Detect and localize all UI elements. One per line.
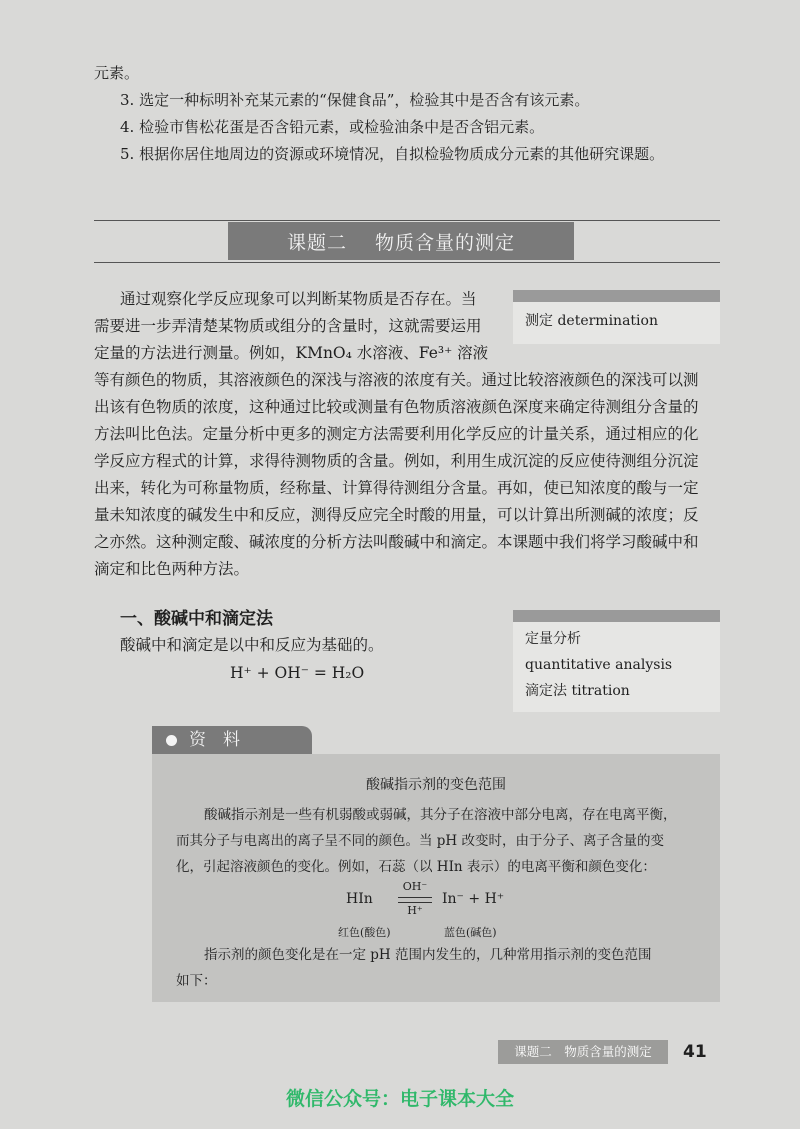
banner-part1: 课题二 — [286, 231, 347, 254]
banner-rule-bottom — [94, 262, 720, 263]
para1-line-5: 出该有色物质的浓度，这种通过比较或测量有色物质溶液颜色深度来确定待测组分含量的 — [94, 398, 699, 416]
label-acid-color: 红色(酸色) — [338, 926, 391, 939]
term-box-titration — [513, 610, 720, 712]
section-banner — [228, 222, 574, 260]
list-item-3: 3. 选定一种标明补充某元素的“保健食品”，检验其中是否含有该元素。 — [120, 91, 590, 109]
para1-line-4: 等有颜色的物质，其溶液颜色的深浅与溶液的浓度有关。通过比较溶液颜色的深浅可以测 — [94, 371, 699, 389]
eq-left: HIn — [346, 891, 373, 907]
list-item-4: 4. 检验市售松花蛋是否含铅元素，或检验油条中是否含铝元素。 — [120, 118, 545, 136]
info-panel — [152, 754, 720, 1002]
section-intro: 酸碱中和滴定是以中和反应为基础的。 — [120, 636, 384, 654]
term-box-determination — [513, 290, 720, 344]
banner-rule-top — [94, 220, 720, 221]
para1-line-8: 出来，转化为可称量物质，经称量、计算得待测组分含量。再如，使已知浓度的酸与一定 — [94, 479, 699, 497]
para1-line-6: 方法叫比色法。定量分析中更多的测定方法需要利用化学反应的计量关系，通过相应的化 — [94, 425, 699, 443]
term-titration: 滴定法 titration — [525, 683, 630, 699]
list-line-continuation: 元素。 — [94, 64, 140, 82]
eq-right: In⁻ + H⁺ — [442, 891, 505, 907]
para1-line-11: 滴定和比色两种方法。 — [94, 560, 250, 578]
para1-line-10: 之亦然。这种测定酸、碱浓度的分析方法叫酸碱中和滴定。本课题中我们将学习酸碱中和 — [94, 533, 699, 551]
banner-part2: 物质含量的测定 — [375, 231, 516, 254]
para1-line-7: 学反应方程式的计算，求得待测物质的含量。例如，利用生成沉淀的反应使待测组分沉淀 — [94, 452, 699, 470]
info-tab-label: 资 料 — [189, 730, 240, 750]
page-number: 41 — [683, 1042, 707, 1062]
info-line-3: 化，引起溶液颜色的变化。例如，石蕊（以 HIn 表示）的电离平衡和颜色变化： — [176, 859, 656, 875]
list-item-5: 5. 根据你居住地周边的资源或环境情况，自拟检验物质成分元素的其他研究课题。 — [120, 145, 665, 163]
info-tail-2: 如下： — [176, 973, 217, 989]
info-tab — [152, 726, 312, 754]
bullet-dot-icon — [166, 735, 177, 746]
para1-line-9: 量未知浓度的碱发生中和反应，测得反应完全时酸的用量，可以计算出所测碱的浓度；反 — [94, 506, 699, 524]
equilibrium-arrow-icon — [398, 897, 432, 903]
neutralization-equation: H⁺ + OH⁻ = H₂O — [230, 664, 365, 682]
watermark: 微信公众号：电子课本大全 — [285, 1088, 514, 1110]
info-title: 酸碱指示剂的变色范围 — [366, 777, 506, 793]
eq-arrow-bottom: H⁺ — [407, 904, 423, 917]
info-tail-1: 指示剂的颜色变化是在一定 pH 范围内发生的，几种常用指示剂的变色范围 — [204, 947, 652, 963]
section-heading: 一、酸碱中和滴定法 — [120, 609, 273, 629]
info-line-2: 而其分子与电离出的离子呈不同的颜色。当 pH 改变时，由于分子、离子含量的变 — [176, 833, 664, 849]
term-quantitative-zh: 定量分析 — [525, 631, 581, 647]
info-line-1: 酸碱指示剂是一些有机弱酸或弱碱，其分子在溶液中部分电离，存在电离平衡， — [204, 807, 677, 823]
term-quantitative-en: quantitative analysis — [525, 657, 673, 673]
label-base-color: 蓝色(碱色) — [444, 926, 497, 939]
para1-line-2: 需要进一步弄清楚某物质或组分的含量时，这就需要运用 — [94, 317, 482, 335]
para1-line-3: 定量的方法进行测量。例如，KMnO₄ 水溶液、Fe³⁺ 溶液 — [94, 344, 489, 362]
chapter-footer: 课题二 物质含量的测定 — [498, 1040, 668, 1064]
term-determination: 测定 determination — [525, 313, 658, 329]
eq-arrow-top: OH⁻ — [402, 880, 428, 893]
para1-line-1: 通过观察化学反应现象可以判断某物质是否存在。当 — [120, 290, 477, 308]
